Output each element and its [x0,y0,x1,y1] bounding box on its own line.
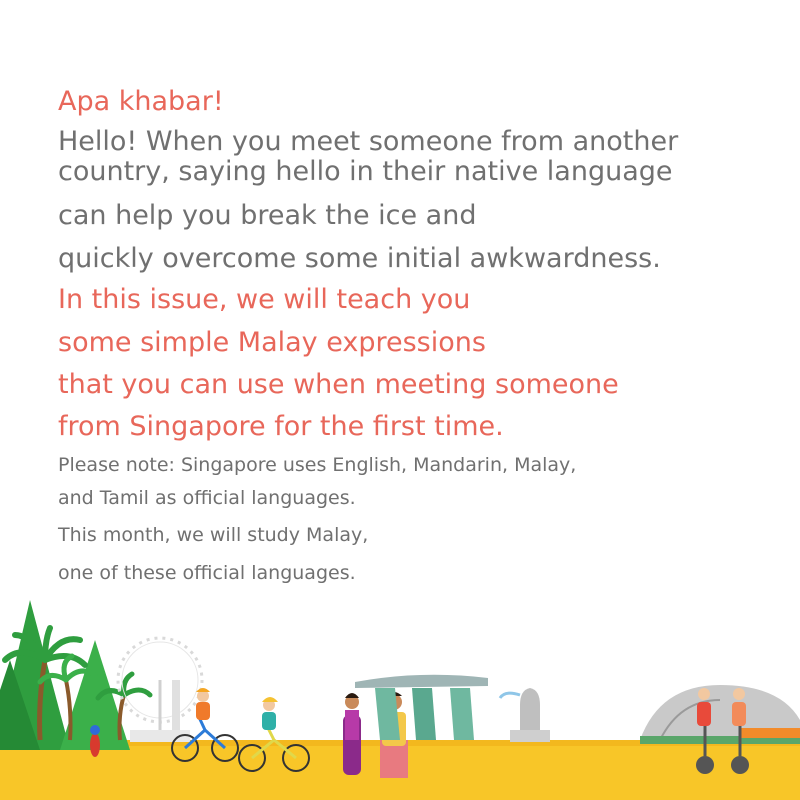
highlight-line-3: that you can use when meeting someone [58,369,619,400]
highlight-line-4: from Singapore for the first time. [58,411,504,442]
intro-line-4: quickly overcome some initial awkwardness. [58,243,661,274]
singapore-illustration [0,590,800,800]
merlion-icon [500,688,550,742]
marina-bay-sands-icon [355,675,488,740]
greeting-heading: Apa khabar! [58,86,224,117]
note-line-3: This month, we will study Malay, [58,524,369,546]
note-line-4: one of these official languages. [58,562,356,584]
highlight-line-1: In this issue, we will teach you [58,284,471,315]
note-line-2: and Tamil as official languages. [58,487,356,509]
parrot-icon [90,725,100,757]
note-line-1: Please note: Singapore uses English, Mandarin, Malay, [58,454,577,476]
intro-line-2: country, saying hello in their native language [58,156,673,187]
woman-in-kebaya-icon [343,693,361,775]
gardens-by-the-bay-icon [640,685,800,744]
intro-line-1: Hello! When you meet someone from another [58,126,679,157]
highlight-line-2: some simple Malay expressions [58,327,486,358]
intro-line-3: can help you break the ice and [58,200,477,231]
